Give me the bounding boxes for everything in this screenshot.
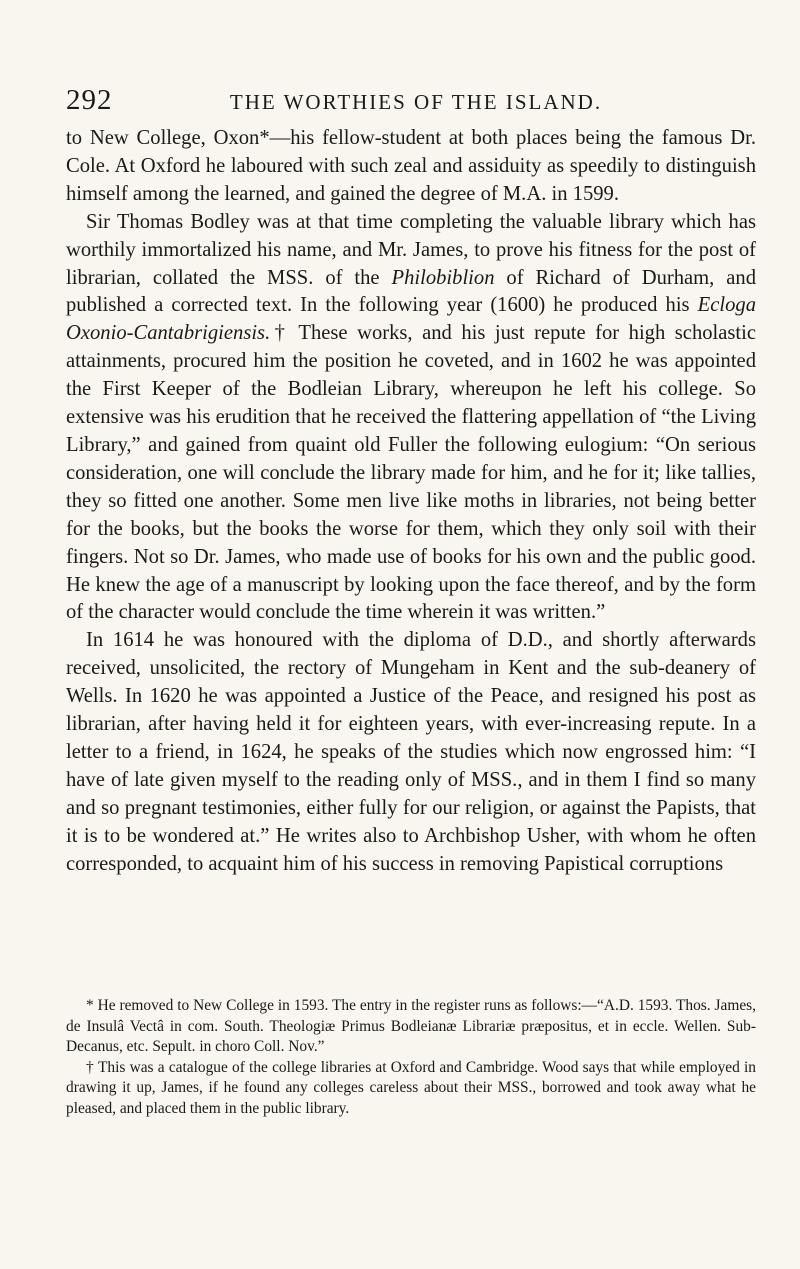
footnote-2: † This was a catalogue of the college libraries at Oxford and Cambridge. Wood says that while employed in drawing it up, James, if he found any colleges careless about their MSS., borrowed and took away what he pleased, and placed them in the public library.	[66, 1058, 756, 1117]
page-header	[66, 84, 756, 124]
paragraph-3	[66, 627, 756, 878]
page-number: 292	[66, 84, 113, 116]
philobiblion-title: Philobiblion	[391, 266, 495, 289]
paragraph-1-text: to New College, Oxon*—his fellow-student at both places being the famous Dr. Cole. At Oxford he laboured with such zeal and assiduity as speedily to distinguish himself among the learned, and gained the degree of M.A. in 1599.	[66, 127, 756, 205]
footnote-1: * He removed to New College in 1593. The entry in the register runs as follows:—“A.D. 1593. Thos. James, de Insulâ Vectâ in com. South. Theologiæ Primus Bodleianæ Librariæ præpositus, et in eccle. Wellen. Sub-Decanus, etc. Sepult. in choro Coll. Nov.”	[66, 997, 756, 1056]
running-title: THE WORTHIES OF THE ISLAND.	[229, 90, 603, 114]
paragraph-2	[66, 209, 756, 628]
paragraph-2-text-end: † These works, and his just repute for high scholastic attainments, procured him the position he coveted, and in 1602 he was appointed the First Keeper of the Bodleian Library, whereupon he left his college. So extensive was his erudition that he received the flattering appellation of “the Living Library,” and gained from quaint old Fuller the following eulogium: “On serious consideration, one will conclude the library made for him, and he for it; like tallies, they so fitted one another. Some men live like moths in libraries, not being better for the books, but the books the worse for them, which they only soil with their fingers. Not so Dr. James, who made use of books for his own and the public good. He knew the age of a manuscript by looking upon the face thereof, and by the form of the character would conclude the time wherein it was written.”	[66, 322, 756, 624]
paragraph-1	[66, 125, 756, 209]
footnotes	[66, 996, 756, 1120]
body-text	[66, 125, 756, 878]
paragraph-3-text: In 1614 he was honoured with the diploma of D.D., and shortly afterwards received, unsolicited, the rectory of Mungeham in Kent and the sub-deanery of Wells. In 1620 he was appointed a Justice of the Peace, and resigned his post as librarian, after having held it for eighteen years, with ever-increasing repute. In a letter to a friend, in 1624, he speaks of the studies which now engrossed him: “I have of late given myself to the reading only of MSS., and in them I find so many and so pregnant testimonies, either fully for our religion, or against the Papists, that it is to be wondered at.” He writes also to Archbishop Usher, with whom he often corresponded, to acquaint him of his success in removing Papistical corruptions	[66, 629, 756, 875]
ecloga-title: Ecloga Oxonio-Cantabrigiensis.	[66, 294, 756, 345]
paragraph-2-text-middle: of Richard of Durham, and published a corrected text. In the following year (1600) he produced his	[66, 266, 756, 317]
paragraph-2-text-start: Sir Thomas Bodley was at that time completing the valuable library which has worthily immortalized his name, and Mr. James, to prove his fitness for the post of librarian, collated the MSS. of the	[66, 210, 756, 289]
